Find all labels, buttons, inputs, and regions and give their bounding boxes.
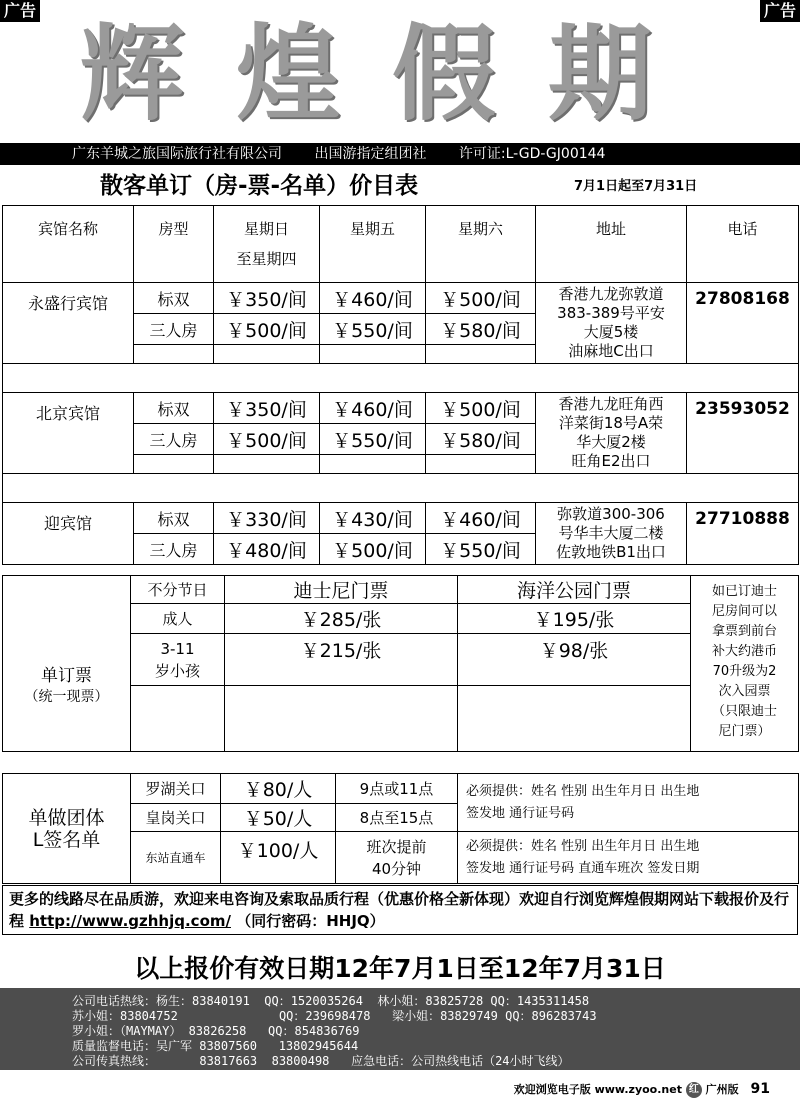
address-line: 香港九龙旺角西 <box>558 395 664 413</box>
child-label <box>131 634 225 686</box>
port-name: 罗湖关口 <box>131 774 221 804</box>
address-line: 383-389号平安 <box>557 304 665 322</box>
price-sun-thu: ￥500/间 <box>214 314 320 345</box>
banner-title: 辉煌假期 <box>80 12 705 135</box>
disney-ticket-header: 迪士尼门票 <box>225 576 458 604</box>
price-sun-thu: ￥500/间 <box>214 424 320 455</box>
contact-line: 质量监督电话：吴广军 83807560 13802945644 <box>72 1039 359 1053</box>
note-line: 补大约港币 <box>711 644 777 659</box>
header-room-type: 房型 <box>134 206 214 283</box>
port-time: 9点或11点 <box>336 774 458 804</box>
note-line: 如已订迪士 <box>711 584 777 599</box>
address-line: 洋菜街18号A荣 <box>558 414 664 432</box>
group-visa-table <box>2 773 799 884</box>
page-number: 91 <box>750 1081 770 1097</box>
port-name: 皇岗关口 <box>131 804 221 832</box>
address-line: 佐敦地铁B1出口 <box>556 543 666 561</box>
no-holiday-label: 不分节日 <box>131 576 225 604</box>
child-text: 岁小孩 <box>154 661 200 680</box>
password-note: （同行密码：HHJQ） <box>236 912 385 930</box>
group-label-line: L签名单 <box>32 828 101 851</box>
price-friday: ￥460/间 <box>320 393 426 424</box>
date-range: 7月1日起至7月31日 <box>574 179 698 194</box>
table-row <box>3 283 799 314</box>
adult-disney-price: ￥285/张 <box>225 604 458 634</box>
address-line: 香港九龙弥敦道 <box>558 285 664 303</box>
requirements-1 <box>458 774 799 832</box>
port-time-line1: 班次提前 <box>366 837 427 856</box>
price-saturday: ￥500/间 <box>426 283 536 314</box>
footer-label: 欢迎浏览电子版 <box>513 1083 591 1096</box>
website-link[interactable]: http://www.gzhhjq.com/ <box>29 912 231 930</box>
address-line: 旺角E2出口 <box>571 452 651 470</box>
ad-label-right: 广告 <box>760 0 800 22</box>
port-price: ￥100/人 <box>221 832 336 884</box>
requirements-2 <box>458 832 799 884</box>
header-address: 地址 <box>536 206 687 283</box>
upgrade-note <box>691 576 799 752</box>
room-type: 三人房 <box>134 534 214 565</box>
address-line: 油麻地C出口 <box>568 342 654 360</box>
adult-ocean-price: ￥195/张 <box>458 604 691 634</box>
address-line: 大厦5楼 <box>583 323 639 341</box>
note-line: 尼门票） <box>718 724 771 739</box>
footer-edition: 广州版 <box>705 1083 739 1096</box>
ad-label-left: 广告 <box>0 0 40 22</box>
group-label-line: 单做团体 <box>28 806 105 829</box>
adult-label: 成人 <box>131 604 225 634</box>
ticket-label-main: 单订票 <box>41 666 92 686</box>
header-sun-thu-line2: 至星期四 <box>236 250 297 268</box>
group-visa-label <box>3 774 131 884</box>
page-footer <box>514 1078 770 1101</box>
room-type: 标双 <box>134 503 214 534</box>
room-type: 三人房 <box>134 424 214 455</box>
agency-designation: 出国游指定组团社 <box>314 146 427 162</box>
price-sun-thu: ￥350/间 <box>214 393 320 424</box>
ticket-price-table <box>2 575 799 752</box>
note-line: （只限迪士 <box>711 704 777 719</box>
contact-line: 公司传真热线： 83817663 83800498 应急电话：公司热线电话（24小时飞线） <box>72 1054 570 1068</box>
agency-bar <box>0 143 800 165</box>
header-sun-thu-line1: 星期日 <box>243 220 289 238</box>
note-line: 尼房间可以 <box>711 604 777 619</box>
port-price: ￥80/人 <box>221 774 336 804</box>
price-saturday: ￥500/间 <box>426 393 536 424</box>
publisher-logo-icon: 红 <box>686 1082 702 1098</box>
price-saturday: ￥550/间 <box>426 534 536 565</box>
room-type: 标双 <box>134 393 214 424</box>
header-friday: 星期五 <box>320 206 426 283</box>
price-saturday: ￥580/间 <box>426 424 536 455</box>
hotel-phone: 27710888 <box>687 503 799 565</box>
hotel-name: 永盛行宾馆 <box>3 283 134 364</box>
hotel-name: 北京宾馆 <box>3 393 134 474</box>
child-ocean-price: ￥98/张 <box>458 634 691 686</box>
note-line: 70升级为2 <box>712 664 777 679</box>
address-line: 华大厦2楼 <box>576 433 646 451</box>
ocean-park-ticket-header: 海洋公园门票 <box>458 576 691 604</box>
hotel-address <box>536 283 687 364</box>
price-friday: ￥500/间 <box>320 534 426 565</box>
hotel-name: 迎宾馆 <box>3 503 134 565</box>
room-type: 标双 <box>134 283 214 314</box>
requirement-line: 签发地 通行证号码 <box>466 805 575 821</box>
child-disney-price: ￥215/张 <box>225 634 458 686</box>
price-friday: ￥550/间 <box>320 314 426 345</box>
hotel-phone: 23593052 <box>687 393 799 474</box>
price-saturday: ￥460/间 <box>426 503 536 534</box>
table-row <box>3 576 799 604</box>
table-header-row <box>3 206 799 283</box>
address-line: 号华丰大厦二楼 <box>558 524 664 542</box>
page-title: 散客单订（房-票-名单）价目表 <box>100 173 419 199</box>
port-price: ￥50/人 <box>221 804 336 832</box>
table-gap-row <box>3 474 799 503</box>
header-phone: 电话 <box>687 206 799 283</box>
requirement-line: 签发地 通行证号码 直通车班次 签发日期 <box>466 860 700 876</box>
price-friday: ￥430/间 <box>320 503 426 534</box>
header-hotel-name: 宾馆名称 <box>3 206 134 283</box>
price-friday: ￥550/间 <box>320 424 426 455</box>
hotel-price-table <box>2 205 799 565</box>
validity-notice: 以上报价有效日期12年7月1日至12年7月31日 <box>134 954 666 983</box>
hotel-address <box>536 393 687 474</box>
child-age: 3-11 <box>160 639 195 658</box>
port-name: 东站直通车 <box>131 832 221 884</box>
requirement-line: 必须提供：姓名 性别 出生年月日 出生地 <box>466 838 700 854</box>
table-gap-row <box>3 364 799 393</box>
contact-line: 苏小姐：83804752 QQ：239698478 梁小姐：83829749 QQ：896283743 <box>72 1009 597 1023</box>
note-line: 次入园票 <box>718 684 771 699</box>
hotel-phone: 27808168 <box>687 283 799 364</box>
agency-name: 广东羊城之旅国际旅行社有限公司 <box>72 146 282 162</box>
port-time <box>336 832 458 884</box>
price-sun-thu: ￥480/间 <box>214 534 320 565</box>
more-info-box <box>2 885 798 935</box>
table-row <box>3 774 799 804</box>
header-saturday: 星期六 <box>426 206 536 283</box>
price-sun-thu: ￥330/间 <box>214 503 320 534</box>
address-line: 弥敦道300-306 <box>557 505 665 523</box>
price-friday: ￥460/间 <box>320 283 426 314</box>
requirement-line: 必须提供：姓名 性别 出生年月日 出生地 <box>466 783 700 799</box>
note-line: 拿票到前台 <box>711 624 777 639</box>
hotel-address <box>536 503 687 565</box>
price-saturday: ￥580/间 <box>426 314 536 345</box>
port-time-line2: 40分钟 <box>371 859 422 878</box>
agency-license: 许可证:L-GD-GJ00144 <box>458 146 606 162</box>
ticket-label-sub: （统一现票） <box>24 689 109 705</box>
price-sun-thu: ￥350/间 <box>214 283 320 314</box>
table-row <box>3 503 799 534</box>
ticket-label <box>3 576 131 752</box>
contact-block <box>0 988 800 1070</box>
contact-line: 公司电话热线：杨生：83840191 QQ：1520035264 林小姐：83825728 QQ：1435311458 <box>72 994 590 1008</box>
table-row <box>3 393 799 424</box>
port-time: 8点至15点 <box>336 804 458 832</box>
room-type: 三人房 <box>134 314 214 345</box>
header-sun-thu <box>214 206 320 283</box>
contact-line: 罗小姐：（MAYMAY） 83826258 QQ：854836769 <box>72 1024 360 1038</box>
more-info-text: 更多的线路尽在品质游，欢迎来电咨询及索取品质行程（优惠价格全新体现）欢迎自行浏览辉煌假期网站下载报价及行程 <box>9 890 790 930</box>
footer-site[interactable]: www.zyoo.net <box>594 1083 682 1096</box>
